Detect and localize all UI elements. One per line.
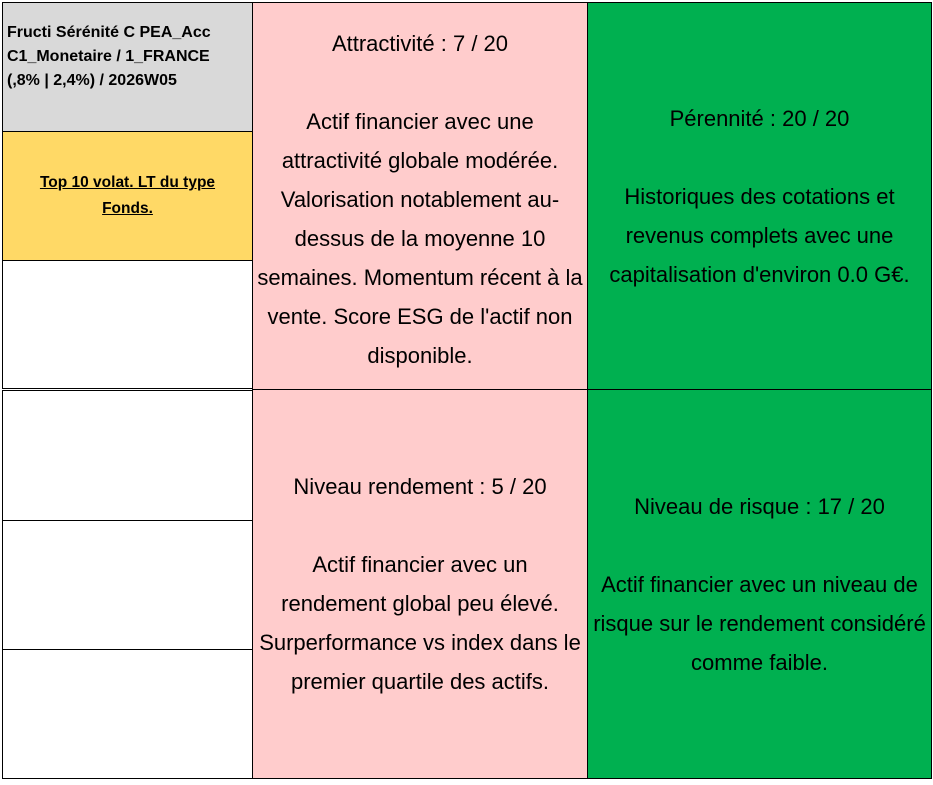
empty-cell-3 [2,520,253,650]
attractivite-text: Actif financier avec une attractivité globale modérée. Valorisation notablement au-dessus de la moyenne 10 semaines. Momentum récent à la vente. Score ESG de l'actif non disponible. [257,109,583,368]
rendement-cell [252,389,588,779]
perennite-text: Historiques des cotations et revenus complets avec une capitalisation d'environ 0.0 G€. [609,183,910,287]
rendement-text: Actif financier avec un rendement global peu élevé. Surperformance vs index dans le premier quartile des actifs. [259,552,581,694]
perennite-heading: Pérennité : 20 / 20 [669,105,850,131]
risque-text: Actif financier avec un niveau de risque sur le rendement considéré comme faible. [593,571,926,675]
perennite-cell [587,2,932,390]
risque-cell [587,389,932,779]
rendement-heading: Niveau rendement : 5 / 20 [293,474,547,499]
attractivite-heading: Attractivité : 7 / 20 [331,31,509,56]
badge-cell [2,131,253,261]
empty-cell-2 [2,390,253,521]
volatility-badge: Top 10 volat. LT du type Fonds. [39,174,216,217]
empty-cell-4 [2,649,253,779]
asset-title-cell [2,2,253,132]
risque-heading: Niveau de risque : 17 / 20 [634,493,885,519]
attractivite-cell [252,2,588,390]
asset-title: Fructi Sérénité C PEA_Acc C1_Monetaire / 1_FRANCE (,8% | 2,4%) / 2026W05 [7,24,211,89]
empty-cell-1 [2,260,253,389]
